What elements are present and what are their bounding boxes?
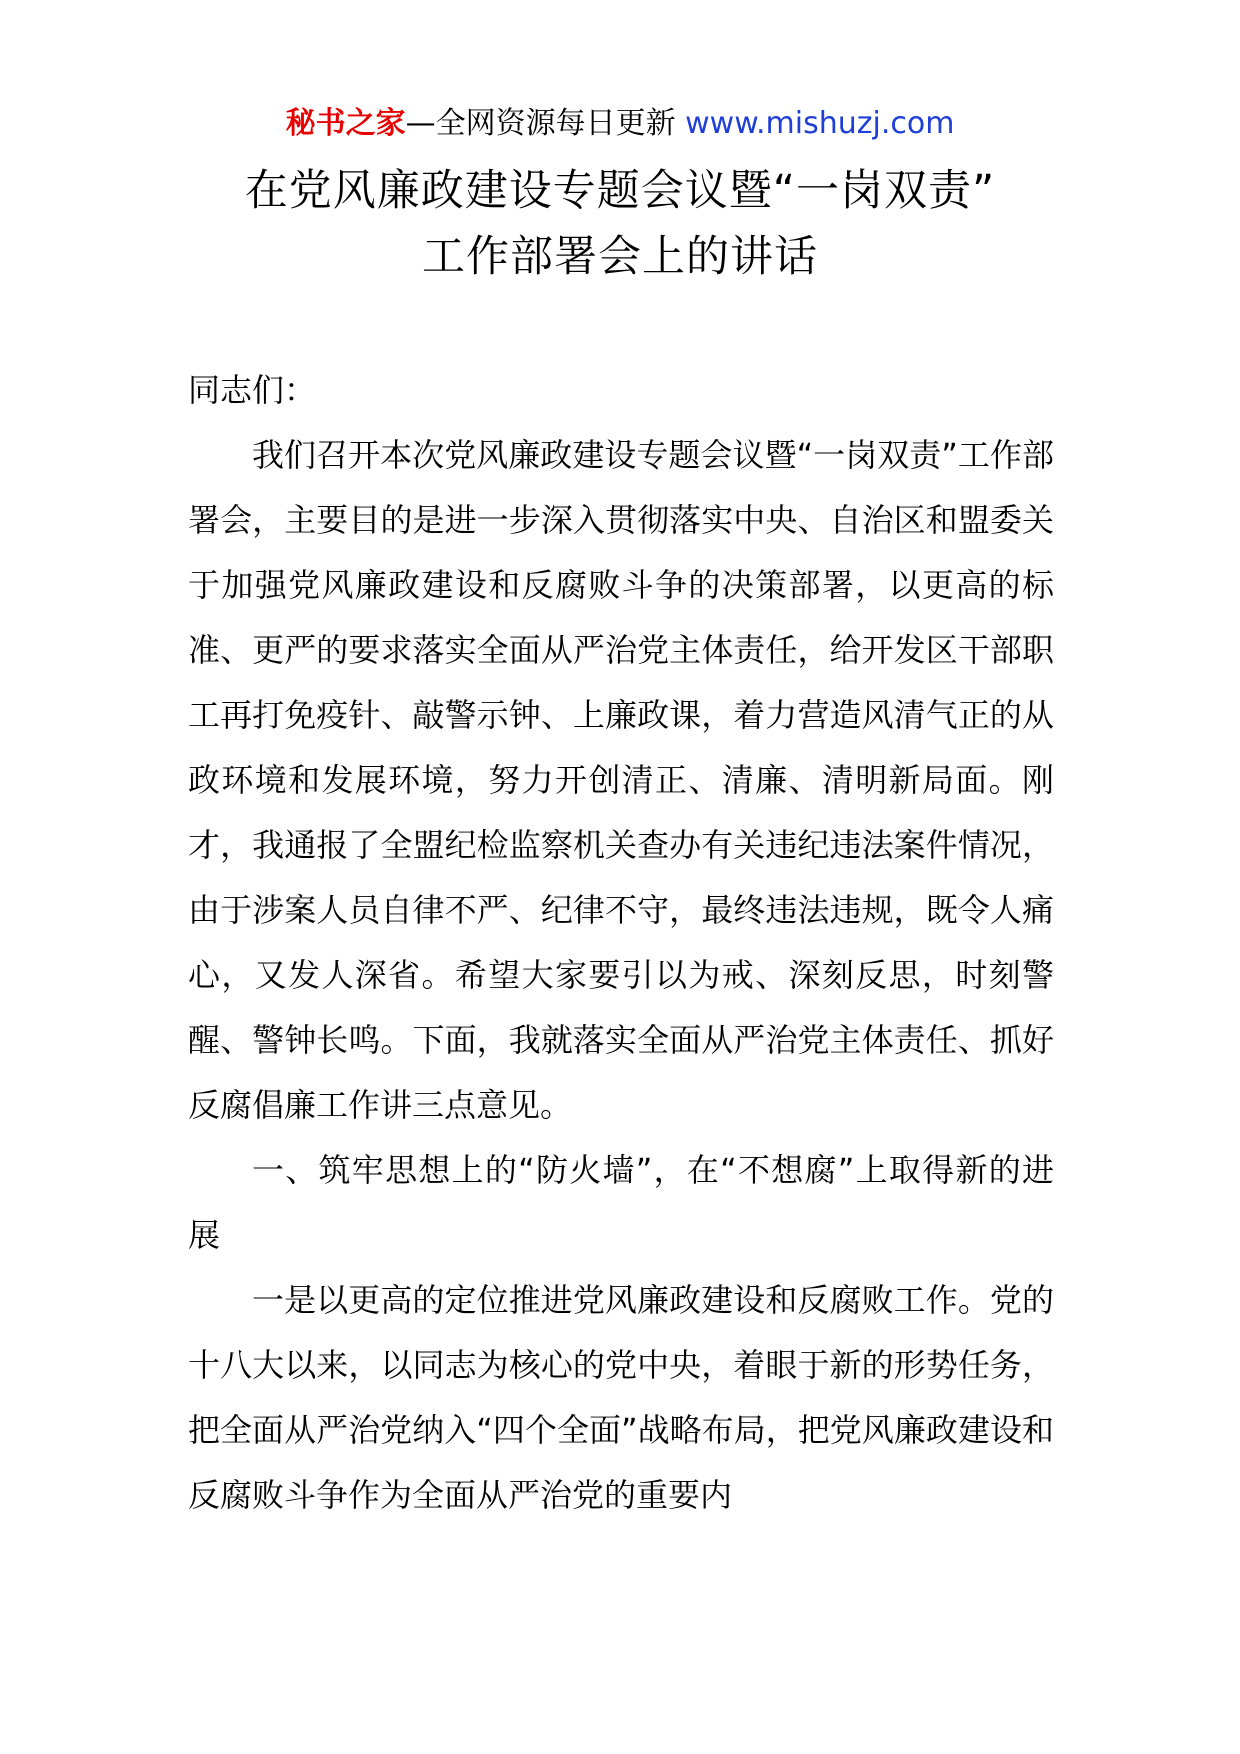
section-heading-1: 一、筑牢思想上的“防火墙”，在“不想腐”上取得新的进展 <box>188 1151 1054 1254</box>
document-title <box>0 158 1240 290</box>
paragraph-point-1: 一是以更高的定位推进党风廉政建设和反腐败工作。党的十八大以来，以同志为核心的党中央，着眼于新的形势任务，把全面从严治党纳入“四个全面”战略布局，把党风廉政建设和反腐败斗争作为全面从严治党的重要内 <box>188 1281 1054 1514</box>
site-header <box>0 102 1240 146</box>
brand-name: 秘书之家 <box>285 106 406 141</box>
document-body <box>188 358 1054 1528</box>
header-tagline: —全网资源每日更新 <box>405 106 686 141</box>
paragraph-intro: 我们召开本次党风廉政建设专题会议暨“一岗双责”工作部署会，主要目的是进一步深入贯彻落实中央、自治区和盟委关于加强党风廉政建设和反腐败斗争的决策部署，以更高的标准、更严的要求落实全面从严治党主体责任，给开发区干部职工再打免疫针、敲警示钟、上廉政课，着力营造风清气正的从政环境和发展环境，努力开创清正、清廉、清明新局面。刚才，我通报了全盟纪检监察机关查办有关违纪违法案件情况，由于涉案人员自律不严、纪律不守，最终违法违规，既令人痛心，又发人深省。希望大家要引以为戒、深刻反思，时刻警醒、警钟长鸣。下面，我就落实全面从严治党主体责任、抓好反腐倡廉工作讲三点意见。 <box>188 436 1054 1124</box>
title-line-1: 在党风廉政建设专题会议暨“一岗双责” <box>244 166 996 216</box>
salutation: 同志们： <box>188 371 317 409</box>
title-line-2: 工作部署会上的讲话 <box>422 232 818 282</box>
site-url-link[interactable]: www.mishuzj.com <box>685 106 955 141</box>
